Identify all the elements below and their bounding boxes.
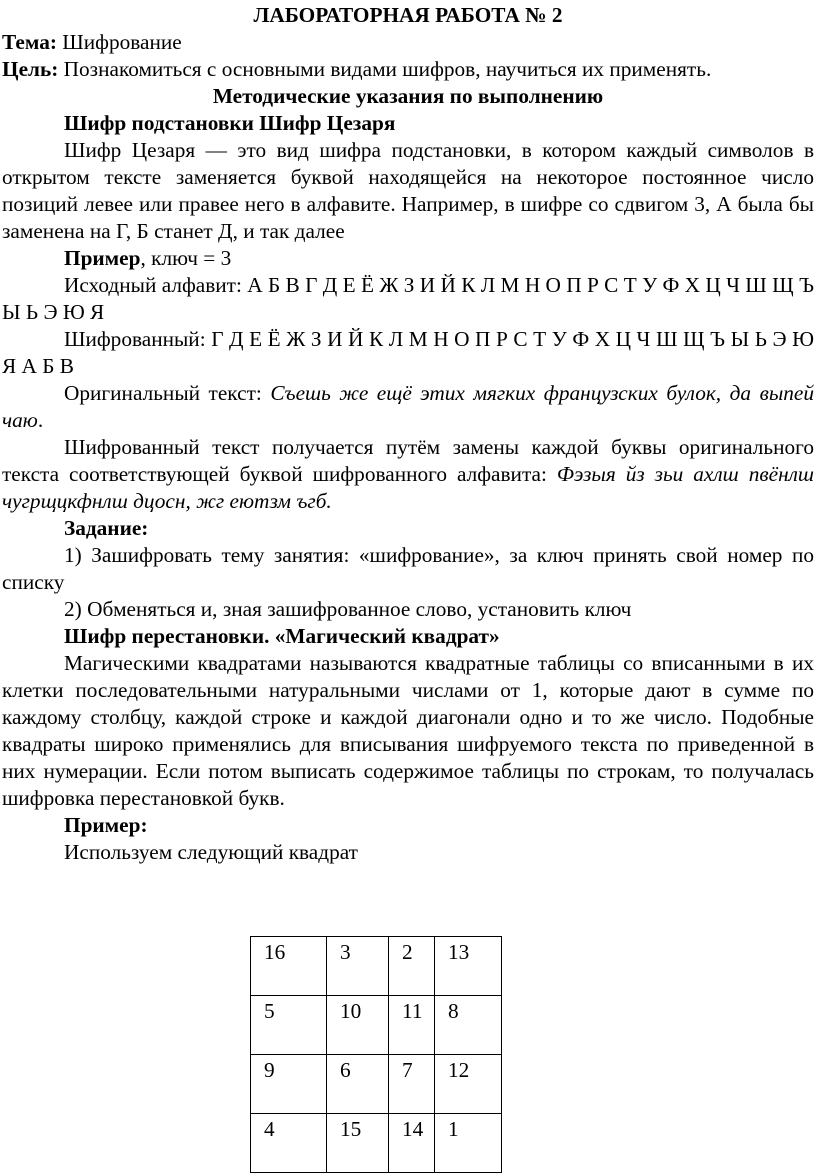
task-item-2: 2) Обменяться и, зная зашифрованное слово, установить ключ: [64, 597, 632, 621]
cipher-alphabet-line: [2, 326, 814, 380]
caesar-example-key: , ключ = 3: [140, 246, 232, 270]
caesar-description: Шифр Цезаря — это вид шифра подстановки, в котором каждый символов в открытом тексте заменяется буквой находящейся на некоторое постоянное число позиций левее или правее него в алфавите. Например, в шифре со сдвигом 3, А была бы заменена на Г, Б станет Д, и так далее: [2, 138, 814, 243]
table-cell: 13: [435, 937, 502, 996]
magic-square-table: [250, 936, 502, 1173]
table-cell: 9: [251, 1055, 327, 1114]
table-cell: 11: [389, 996, 435, 1055]
table-cell: 2: [389, 937, 435, 996]
magic-square-example-label: Пример:: [64, 813, 148, 837]
original-text-line: [2, 380, 814, 434]
task-item-1: 1) Зашифровать тему занятия: «шифрование», за ключ принять свой номер по списку: [2, 543, 814, 594]
cipher-alphabet: Г Д Е Ё Ж З И Й К Л М Н О П Р С Т У Ф Х Ц Ч Ш Щ Ъ Ы Ь Э Ю Я А Б В: [2, 327, 814, 378]
table-cell: 3: [327, 937, 389, 996]
cipher-alphabet-label: Шифрованный:: [64, 327, 212, 351]
cipher-explanation-line: [2, 434, 814, 515]
source-alphabet-line: [2, 272, 814, 326]
document-page: [0, 2, 816, 1165]
magic-square-example-intro: Используем следующий квадрат: [64, 840, 358, 864]
goal-line: [2, 56, 814, 83]
original-text-label: Оригинальный текст:: [64, 381, 271, 405]
magic-square-heading: Шифр перестановки. «Магический квадрат»: [64, 624, 500, 648]
goal-value: Познакомиться с основными видами шифров, научиться их применять.: [58, 57, 712, 81]
table-cell: 12: [435, 1055, 502, 1114]
caesar-example-label: Пример: [64, 246, 141, 270]
table-cell: 8: [435, 996, 502, 1055]
original-text-end: .: [37, 408, 44, 432]
table-cell: 4: [251, 1114, 327, 1173]
source-alphabet: А Б В Г Д Е Ё Ж З И Й К Л М Н О П Р С Т У Ф Х Ц Ч Ш Щ Ъ Ы Ь Э Ю Я: [2, 273, 814, 324]
table-cell: 5: [251, 996, 327, 1055]
table-cell: 14: [389, 1114, 435, 1173]
document-title: ЛАБОРАТОРНАЯ РАБОТА № 2: [253, 3, 563, 27]
topic-line: [2, 29, 814, 56]
table-row: [251, 1055, 502, 1114]
table-row: [251, 996, 502, 1055]
caesar-heading: Шифр подстановки Шифр Цезаря: [64, 111, 396, 135]
task-heading: Задание:: [64, 516, 149, 540]
table-row: [251, 937, 502, 996]
cipher-text: Фэзыя йз зьи ахлш пвёнлш чугрщцкфнлш дцосн, жг еютзм ъгб.: [2, 462, 815, 513]
goal-label: Цель:: [2, 57, 59, 81]
magic-square-description: Магическими квадратами называются квадратные таблицы со вписанными в их клетки последовательными натуральными числами от 1, которые дают в сумме по каждому столбцу, каждой строке и каждой диагонали одно и то же число. Подобные квадраты широко применялись для вписывания шифруемого текста по приведенной в них нумерации. Если потом выписать содержимое таблицы по строкам, то получалась шифровка перестановкой букв.: [2, 651, 814, 810]
table-cell: 10: [327, 996, 389, 1055]
table-cell: 7: [389, 1055, 435, 1114]
source-alphabet-label: Исходный алфавит:: [64, 273, 248, 297]
table-cell: 1: [435, 1114, 502, 1173]
table-cell: 15: [327, 1114, 389, 1173]
original-text: Съешь же ещё этих мягких французских булок, да выпей чаю: [2, 381, 814, 432]
topic-value: Шифрование: [56, 30, 182, 54]
table-cell: 6: [327, 1055, 389, 1114]
table-row: [251, 1114, 502, 1173]
topic-label: Тема:: [2, 30, 57, 54]
cipher-explanation: Шифрованный текст получается путём замены каждой буквы оригинального текста соответствующей буквой шифрованного алфавита:: [2, 435, 814, 486]
caesar-example-line: [2, 245, 814, 272]
guidelines-heading: Методические указания по выполнению: [212, 84, 604, 108]
table-cell: 16: [251, 937, 327, 996]
